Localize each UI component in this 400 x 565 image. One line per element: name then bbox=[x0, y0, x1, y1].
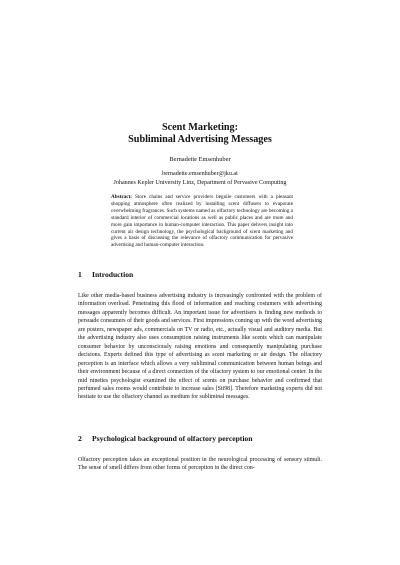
paper-title-line1: Scent Marketing: bbox=[161, 122, 239, 133]
section-heading bbox=[78, 434, 252, 443]
section-paragraph: Like other media-based business advertising industry is increasingly confronted with the problem of information overload. Penetrating this flood of information and reaching costumers with advertising messages apparently becomes difficult. An important issue for advertisers is finding new methods to persuade consumers of their goods and services. First impressions coming up with the word advertising are posters, newspaper ads, commercials on TV or radio, etc., actually visual and auditory media. But the advertising industry also uses consumption raising instruments like scents which can manipulate consumer behavior by unconsciously raising emotions and consequently manipulating purchase decisions. Experts defined this type of advertising as scent marketing or air design. The olfactory perception is an interface which allows a very subliminal communication between human beings and their environment because of a direct connection of the olfactory system to our emotional center. In the mid nineties psychologist examined the effect of scents on purchase behavior and confirmed that perfumed sales rooms would contribute to increase sales [Sti98]. Therefore marketing experts did not hesitate to use the olfactory channel as medium for subliminal messages. bbox=[78, 293, 322, 401]
paper-title-line2: Subliminal Advertising Messages bbox=[128, 134, 272, 145]
section-title: Introduction bbox=[92, 270, 134, 279]
abstract-label: Abstract: bbox=[111, 194, 133, 200]
section-number: 2 bbox=[78, 434, 82, 443]
abstract-text: Store chains and service providers beguile customers with a pleasant shopping atmosphere often realized by installing scent diffusers to evaporate overwhelming fragrances. Such systems named as olfactory technology are becoming a standard interior of commercial locations as well as public places and are more and more gain importance in human-computer interaction. This paper delivers insight into current air design technology, the psychological background of scent marketing and gives a basis of discussing the relevance of olfactory communication for pervasive advertising and human-computer interaction. bbox=[111, 194, 293, 249]
section-paragraph: Olfactory perception takes an exceptional position in the neurological processing of sensory stimuli. The sense of smell differs from other forms of perception in the direct con- bbox=[78, 457, 322, 472]
abstract bbox=[111, 194, 293, 249]
author-name: Bernadette Emsenhuber bbox=[169, 156, 231, 163]
section-heading bbox=[78, 270, 133, 279]
section-title: Psychological background of olfactory perception bbox=[92, 434, 253, 443]
section-number: 1 bbox=[78, 270, 82, 279]
author-affiliation: Johannes Kepler University Linz, Department of Pervasive Computing bbox=[113, 180, 287, 186]
author-email: bernadette.emsenhuber@jku.at bbox=[162, 171, 238, 177]
